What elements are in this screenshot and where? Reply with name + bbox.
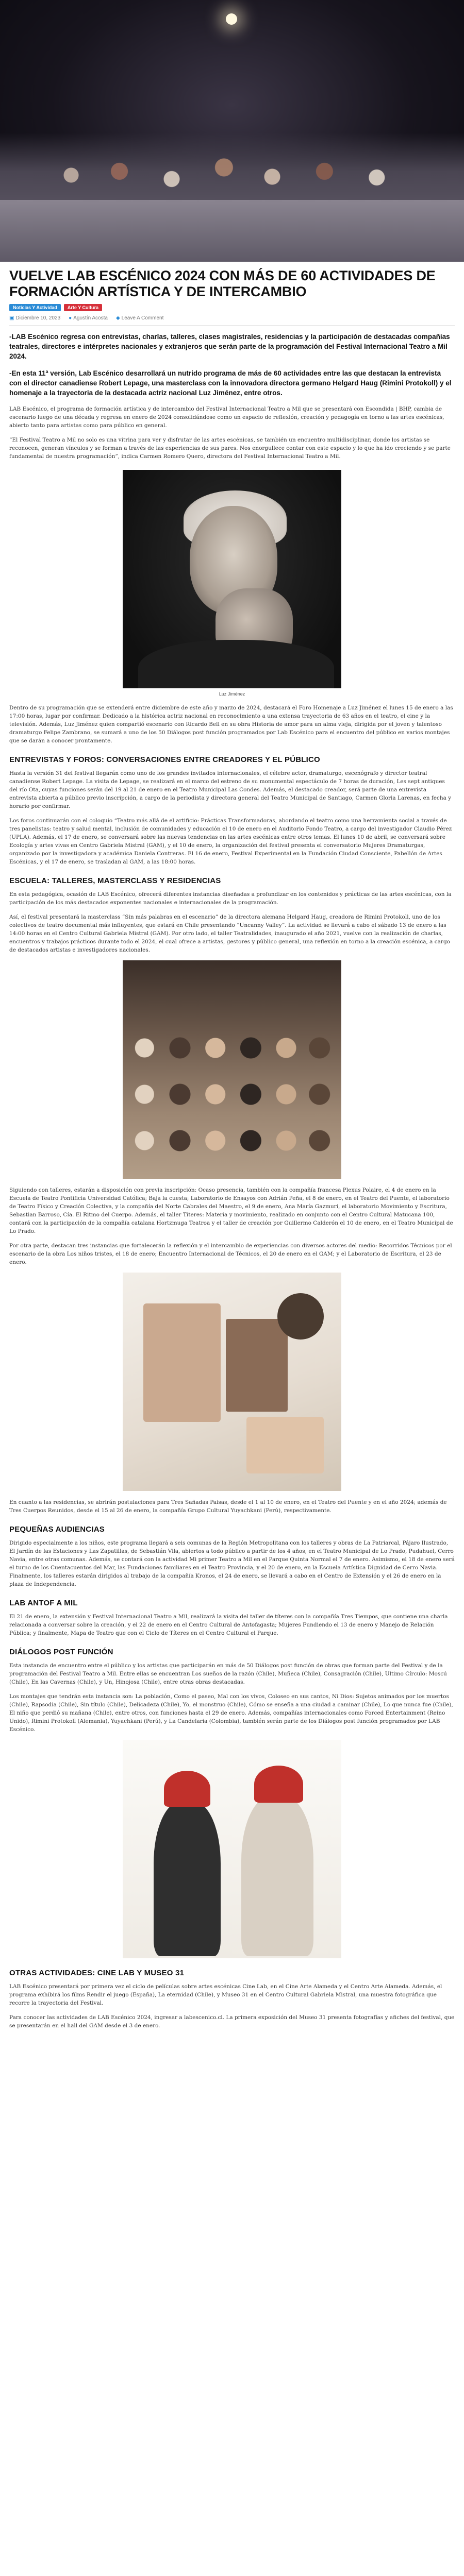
figure-caption: Luz Jiménez [219, 691, 245, 697]
installation-photo [123, 1273, 341, 1491]
stage-floor [0, 200, 464, 262]
performers-group [31, 129, 433, 206]
calendar-icon: ▣ [9, 315, 14, 321]
shape-block [246, 1417, 324, 1473]
actors-photo [123, 1740, 341, 1958]
actor-figure [241, 1797, 313, 1956]
body-paragraph: En cuanto a las residencias, se abrirán postulaciones para Tres Sañadas Paisas, desde el 1 al 10 de enero, en el Teatro del Puente y en el año 2024; además de Tres Cuerpos Reunidos, desde el 15 al 26 de enero, la compañía Grupo Cultural Yuyachkani (Perú), respectivamente. [9, 1499, 447, 1514]
audience-row [128, 1074, 336, 1115]
body-paragraph: Los foros continuarán con el coloquio “Teatro más allá de el artificio: Prácticas Transformadoras, abordando el teatro como una herramienta social a través de tres panelistas: teatro y salud mental, inclusión de comunidades y educación el 10 de enero en el Auditorio Fondo Teatro, a cargo del investigador Claudio Pérez (UPLA). Además, el 17 de enero, se conversará sobre las nuevas tendencias en las artes escénicas entre otros temas. El lunes 10 de abril, se conversará sobre Ecología y artes vivas en Centro Gabriela Mistral (GAM), y el 10 de enero, la organización del festival presenta el conversatorio Mujeres Dramaturgas, organizado por la investigadora y académica Daniela Contreras. El 16 de enero, Festival Experimental en la Fundación Ciudad Consciente, Pabellón de Artes Escénicas, y el 17 de enero, se trasladan al GAM, a las 18:00 horas. [9, 818, 452, 865]
section-heading: LAB ANTOF A MIL [9, 1599, 78, 1607]
section-heading: PEQUEÑAS AUDIENCIAS [9, 1525, 105, 1534]
body-paragraph: Dentro de su programación que se extenderá entre diciembre de este año y marzo de 2024, destacará el Foro Homenaje a Luz Jiménez el lunes 15 de enero a las 17:00 horas, lugar por confirmar. Dedicado a la histórica actriz nacional en reconocimiento a una extensa trayectoria de 63 años en el teatro, el cine y la televisión. Además, Luz Jiménez quien compartió escenario con Ricardo Bell en su obra Historia de amor para un alma vieja, dirigida por el joven y talentoso dramaturgo Felipe Zambrano, se sumará a uno de los 50 Diálogos post función programados por Lab Escénico para el encuentro del público en varios montajes que se darán a conocer prontamente. [9, 705, 453, 744]
comment-icon: ◆ [115, 315, 120, 321]
section-heading: ENTREVISTAS Y FOROS: CONVERSACIONES ENTRE CREADORES Y EL PÚBLICO [9, 755, 320, 764]
portrait-shirt [138, 640, 334, 688]
post-author[interactable]: ● Agustín Acosta [69, 315, 108, 321]
body-paragraph: LAB Escénico, el programa de formación artística y de intercambio del Festival Internacional Teatro a Mil que se presentará con Escondida | BHP, cambia de escenario luego de una década y regresa en enero de 2024 consolidándose como un espacio de reflexión, creación y pedagogía en torno a las artes escénicas, abierto tanto para artistas como para público en general. [9, 406, 444, 429]
lead-paragraph-2: -En esta 11ª versión, Lab Escénico desarrollará un nutrido programa de más de 60 actividades entre las que destacan la entrevista con el director canadiense Robert Lepage, una masterclass con la innovadora directora germano Helgard Haug (Rimini Protokoll) y el homenaje a la trayectoria de la destacada actriz nacional Luz Jiménez, entre otros. [9, 369, 452, 397]
red-hat [254, 1766, 303, 1803]
body-paragraph: Siguiendo con talleres, estarán a disposición con previa inscripción: Ocaso presencia, también con la compañía francesa Plexus Polaire, el 4 de enero en la Escuela de Teatro Pontificia Universidad Católica; Baja la cuesta; Laboratorio de Ensayos con Adrián Peña, el 8 de enero, en el Teatro del Puente, el laboratorio de Teatro Físico y Creación Colectiva, y la compañía del Norte Cabrales del Maestro, el 9 de enero, Ana María Gazmuri, el laboratorio Movimiento y Escritura, Sebastian Barroso, Cía. El Ritmo del Cuerpo. Además, el taller Títeres: Materia y movimiento, realizado en conjunto con el Centro Cultural Matucana 100, contará con la participación de la compañía catalana Hortzmuga Teatroa y el taller de creación por Guillermo Calderón el 10 de enero, en el Teatro Municipal de Lo Prado. [9, 1187, 453, 1234]
article-content [0, 268, 464, 2030]
workshop-photo [123, 960, 341, 1179]
spotlight-light [226, 13, 237, 25]
shape-circle [277, 1293, 324, 1340]
portrait-figure [123, 470, 341, 697]
article-title: VUELVE LAB ESCÉNICO 2024 CON MÁS DE 60 ACTIVIDADES DE FORMACIÓN ARTÍSTICA Y DE INTERCAMBIO [9, 268, 436, 299]
audience-row [128, 1120, 336, 1161]
actor-figure [154, 1802, 221, 1956]
post-meta [9, 315, 455, 326]
post-comments[interactable]: ◆ Leave A Comment [115, 315, 164, 321]
tag-arte-cultura[interactable]: Arte Y Cultura [64, 304, 102, 311]
shape-block [226, 1319, 288, 1412]
body-paragraph: Por otra parte, destacan tres instancias que fortalecerán la reflexión y el intercambio de experiencias con diversos actores del medio: Recorridos Técnicos por el escenario de la obra Los niños tristes, el 18 de enero; Encuentro Internacional de Técnicos, el 20 de enero en el GAM; y el Laboratorio de Escritura, el 23 de enero. [9, 1243, 452, 1265]
shape-block [143, 1303, 221, 1422]
body-paragraph: Dirigido especialmente a los niños, este programa llegará a seis comunas de la Región Metropolitana con los talleres y obras de La Patriarcal, Pájaro Ilustrado, El Jardín de las Estaciones y Las Zapatillas, de Sebastián Vila, abiertos a todo público a partir de los 4 años, en el Teatro Municipal de Lo Prado, Pudahuel, Cerro Navia, entre otras comunas. Además, se contará con la actividad Mi primer Teatro a Mil en el Parque Quinta Normal el 7 de enero. Asimismo, el 18 de enero será el turno de los Cuentacuentos del Mar, las Fundaciones familiares en el Teatro Provincia, y el 20 de enero, en la Escuela Artística Dignidad de Cerro Navia. Finalmente, los talleres estarán dirigidos al trabajo de la compañía Kronos, el 24 de enero, se llevará a cabo en el Centro de Extensión y el 26 de enero en la plaza de Independencia. [9, 1540, 455, 1587]
section-heading: OTRAS ACTIVIDADES: CINE LAB Y MUSEO 31 [9, 1969, 185, 1977]
post-date: ▣ Diciembre 10, 2023 [9, 315, 61, 321]
portrait-photo [123, 470, 341, 688]
body-paragraph: Hasta la versión 31 del festival llegarán como uno de los grandes invitados internacionales, el célebre actor, dramaturgo, escenógrafo y director teatral canadiense Robert Lepage. La visita de Lepage, se realizará en el marco del estreno de su monumental espectáculo de 7 horas de duración, Les sept antiques del río Ota, cuyas funciones serán del 19 al 21 de enero en el Teatro Municipal Las Condes. Además, el destacado creador, será parte de una entrevista entrevista abierta a público previo inscripción, a cargo de la periodista y directora general del Teatro Municipal de Santiago, Carmen Gloria Larenas, en fecha y horario por confirmar. [9, 770, 452, 809]
red-hat [164, 1771, 210, 1807]
body-paragraph: Los montajes que tendrán esta instancia son: La población, Como el paseo, Mal con los vivos, Coloseo en sus cantos, Ni Dios: Sujetos animados por los muertos (Chile), Rapsodia (Chile), Sin título (Chile), Delicadeza (Chile), Yo, el monstruo (Chile), Cómo se enseña a una ciudad a caminar (Chile), Lo que nunca fue (Chile), El niño que perdió su mañana (Chile), entre otros, con funciones hasta el 29 de enero. Además, compañías internacionales como Forced Entertainment (Reino Unido), Rimini Protokoll (Alemania), Yuyachkani (Perú), y La Candelaria (Colombia), también serán parte de los Diálogos post función programados por LAB Escénico. [9, 1693, 453, 1733]
body-paragraph: El 21 de enero, la extensión y Festival Internacional Teatro a Mil, realizará la visita del taller de títeres con la compañía Tres Tiempos, que contiene una charla relacionada a conversar sobre la creación, y el 22 de enero en el Centro Cultural de Antofagasta; Mujeres Fundiendo el 13 de enero y Manejo de Relación Pública; y finalmente, Mapa de Teatro que con el Ciclo de Títeres en el Centro Cultural el Parque. [9, 1614, 448, 1636]
section-heading: ESCUELA: TALLERES, MASTERCLASS Y RESIDENCIAS [9, 876, 221, 885]
body-paragraph: “El Festival Teatro a Mil no solo es una vitrina para ver y disfrutar de las artes escénicas, se también un encuentro multidisciplinar, donde los artistas se reconocen, generan vínculos y se forman a través de las experiencias de sus pares. Nos enorgullece contar con este espacio y lo que ha ido creciendo y se parte fundamental de nuestra programación”, indica Carmen Romero Quero, directora del Festival Internacional Teatro a Mil. [9, 437, 451, 460]
section-heading: DIÁLOGOS POST FUNCIÓN [9, 1648, 113, 1656]
body-paragraph: Esta instancia de encuentro entre el público y los artistas que participarán en más de 50 Diálogos post función de obras que forman parte del Festival y de la programación del Festival Teatro a Mil. Entre ellas se encuentran Los sueños de la razón (Chile), Muñeca (Chile), Consagración (Chile), Ultimo Círculo: Moscú (Chile), En las Cavernas (Chile), y Un, Hinojosa (Chile), entre otras obras destacadas. [9, 1663, 447, 1685]
hero-image [0, 0, 464, 262]
body-paragraph: LAB Escénico presentará por primera vez el ciclo de películas sobre artes escénicas Cine Lab, en el Cine Arte Alameda y el Centro Arte Alameda. Además, el programa exhibirá los films Rendir el juego (España), La eternidad (Chile), y Museo 31 en el Centro Cultural Gabriela Mistral, una muestra fotográfica que recorre la trayectoria del Festival. [9, 1984, 442, 2006]
tag-noticias[interactable]: Noticias Y Actividad [9, 304, 61, 311]
category-tags [9, 304, 455, 311]
body-paragraph: Así, el festival presentará la masterclass “Sin más palabras en el escenario” de la directora alemana Helgard Haug, creadora de Rimini Protokoll, uno de los colectivos de teatro documental más influyentes, que estará en Chile presentando “Uncanny Valley”. La actividad se llevará a cabo el sábado 13 de enero a las 14:00 horas en el Centro Cultural Gabriela Mistral (GAM). Por otro lado, el taller Teatralidades, inaugurado el año 2021, vuelve con la realización de charlas, encuentros y trabajos prácticos durante todo el 2024, el cual ofrece a artistas, gestores y público general, una reflexión en torno a la creación escénica, a cargo de destacados artistas e investigadores nacionales. [9, 914, 450, 953]
audience-row [128, 1027, 336, 1069]
lead-paragraph-1: -LAB Escénico regresa con entrevistas, charlas, talleres, clases magistrales, residencias y la participación de destacadas compañías teatrales, directores e intérpretes nacionales y extranjeros que serán parte de la programación del Festival Internacional Teatro a Mil 2024. [9, 333, 450, 360]
body-paragraph: En esta pedagógica, ocasión de LAB Escénico, ofrecerá diferentes instancias diseñadas a profundizar en los contenidos y prácticas de las artes escénicas, con la participación de los más destacados exponentes nacionales e internacionales de la programación. [9, 891, 452, 906]
user-icon: ● [69, 315, 72, 321]
body-paragraph: Para conocer las actividades de LAB Escénico 2024, ingresar a labescenico.cl. La primera exposición del Museo 31 presenta fotografías y afiches del festival, que se presentarán en el hall del GAM desde el 3 de enero. [9, 2014, 455, 2029]
